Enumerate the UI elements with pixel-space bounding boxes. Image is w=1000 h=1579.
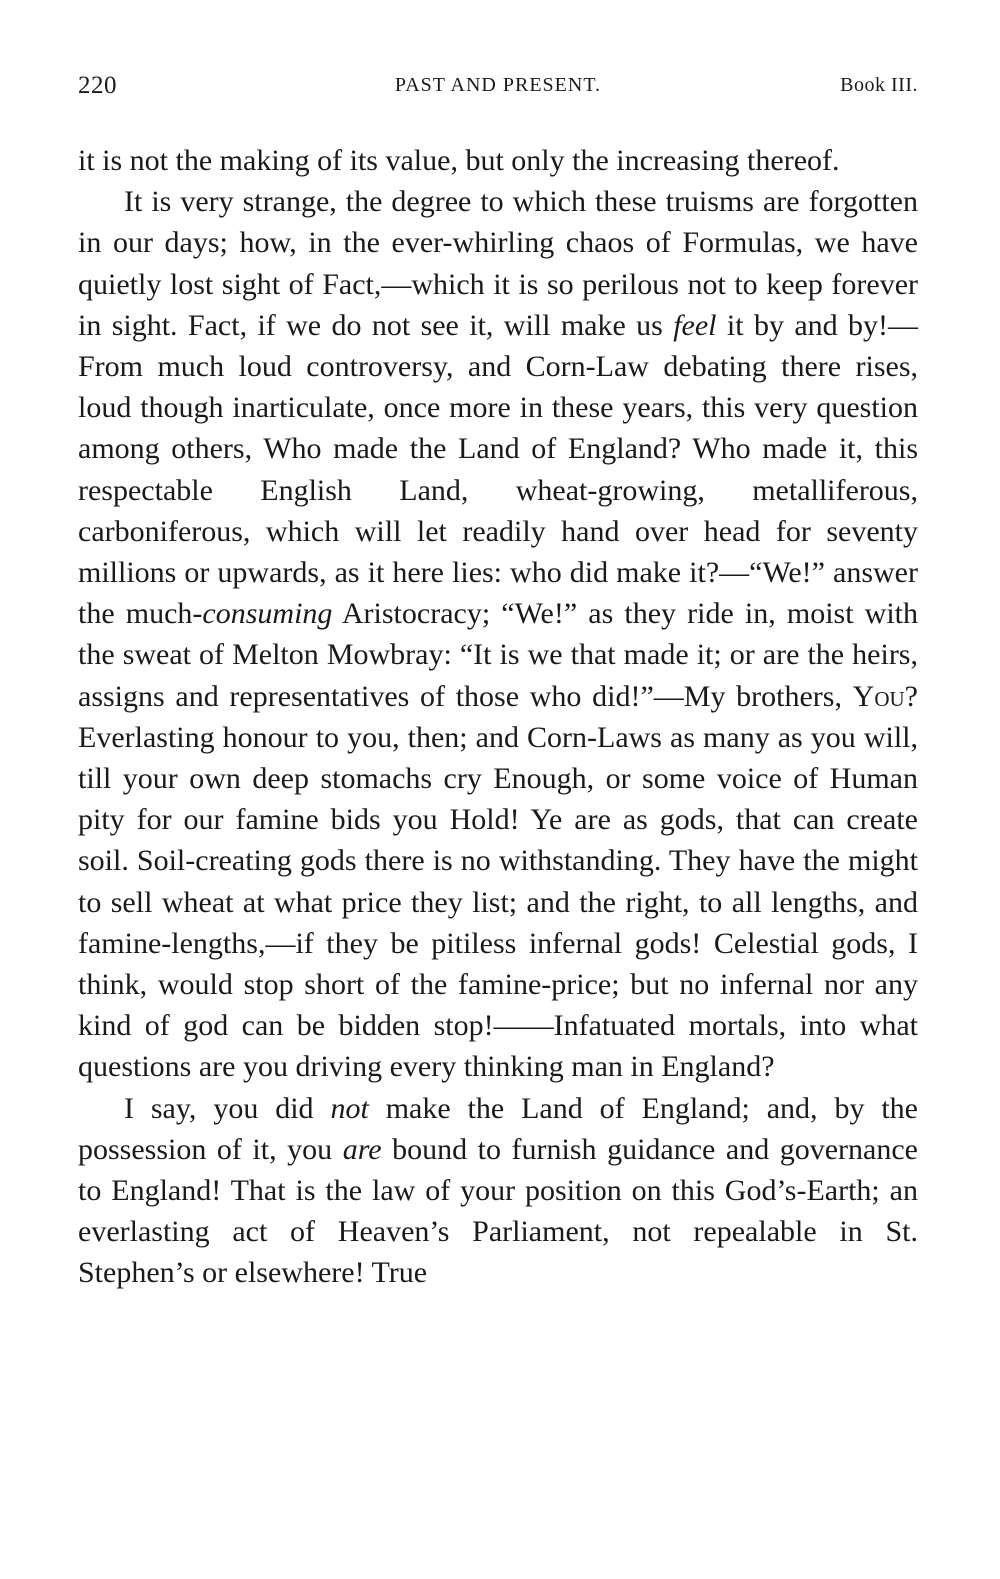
body-text	[78, 140, 918, 1294]
small-caps-word: You	[852, 679, 905, 713]
paragraph-3	[78, 1088, 918, 1294]
italic-word: consuming	[202, 597, 333, 631]
italic-word: not	[330, 1091, 369, 1125]
text-segment: ? Everlasting honour to you, then; and Corn-Laws as many as you will, till your own deep stomachs cry Enough, or some voice of Human pity for our famine bids you Hold! Ye are as gods, that can create soil. Soil-creating gods there is no withstanding. They have the might to sell wheat at what price they list; and the right, to all lengths, and famine-lengths,—if they be pitiless infernal gods! Celestial gods, I think, would stop short of the famine-price; but no infernal nor any kind of god can be bidden stop!——Infatuated mortals, into what questions are you driving every thinking man in England?	[78, 679, 918, 1084]
italic-word: are	[342, 1132, 382, 1166]
italic-word: feel	[673, 308, 717, 342]
paragraph-1	[78, 140, 918, 181]
text-segment: I say, you did	[124, 1091, 331, 1125]
running-head	[78, 72, 918, 112]
paragraph-2	[78, 181, 918, 1087]
text-segment: Aristocracy; “We!” as they ride in, moist with the sweat of Melton Mowbray: “It is we that made it; or are the heirs, assigns and representatives of those who did!”—My brothers,	[78, 597, 918, 713]
text-segment: make the Land of England; and, by the possession of it, you	[78, 1091, 918, 1166]
running-title: PAST AND PRESENT.	[394, 74, 602, 96]
page-number: 220	[78, 72, 117, 99]
text-segment: It is very strange, the degree to which these truisms are forgotten in our days; how, in the ever-whirling chaos of Formulas, we have quietly lost sight of Fact,—which it is so perilous not to keep forever in sight. Fact, if we do not see it, will make us	[78, 185, 918, 342]
text-segment: bound to furnish guidance and governance to England! That is the law of your position on this God’s-Earth; an everlasting act of Heaven’s Parliament, not repealable in St. Stephen’s or elsewhere! True	[78, 1132, 918, 1290]
text-segment: it is not the making of its value, but only the increasing thereof.	[78, 144, 840, 177]
book-page	[78, 72, 918, 1294]
book-label: Book III.	[840, 74, 918, 96]
text-segment: it by and by!—From much loud controversy, and Corn-Law debating there rises, loud though inarticulate, once more in these years, this very question among others, Who made the Land of England? Who made it, this respectable English Land, wheat-growing, metalliferous, carboniferous, which will let readily hand over head for seventy millions or upwards, as it here lies: who did make it?—“We!” answer the much-	[78, 308, 918, 631]
